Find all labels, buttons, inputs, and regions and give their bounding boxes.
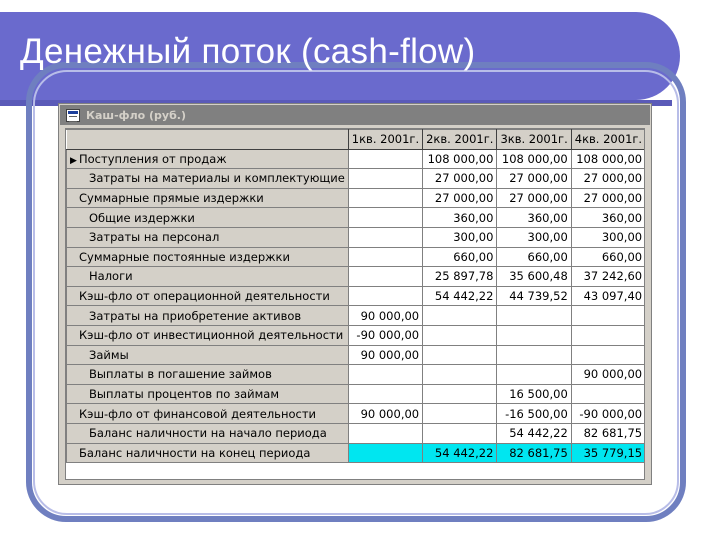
- value-cell[interactable]: [348, 247, 422, 267]
- value-cell[interactable]: 90 000,00: [571, 365, 645, 385]
- row-label: Поступления от продаж: [79, 151, 227, 166]
- table-row[interactable]: [67, 306, 646, 326]
- table-row[interactable]: [67, 325, 646, 345]
- value-cell[interactable]: 44 739,52: [497, 286, 571, 306]
- value-cell[interactable]: 660,00: [571, 247, 645, 267]
- row-label-cell[interactable]: [67, 384, 349, 404]
- row-label-cell[interactable]: [67, 365, 349, 385]
- value-cell[interactable]: [348, 267, 422, 287]
- cashflow-grid: [65, 128, 645, 480]
- value-cell[interactable]: [497, 345, 571, 365]
- table-row[interactable]: [67, 286, 646, 306]
- value-cell[interactable]: 27 000,00: [423, 169, 497, 189]
- table-row[interactable]: [67, 423, 646, 443]
- window-titlebar[interactable]: [60, 105, 650, 125]
- table-row[interactable]: [67, 443, 646, 463]
- value-cell[interactable]: 27 000,00: [423, 188, 497, 208]
- value-cell[interactable]: [348, 443, 422, 463]
- value-cell[interactable]: [571, 345, 645, 365]
- row-label-cell[interactable]: [67, 286, 349, 306]
- value-cell[interactable]: [348, 169, 422, 189]
- value-cell[interactable]: 27 000,00: [497, 169, 571, 189]
- row-label-cell[interactable]: [67, 345, 349, 365]
- header-row: [67, 130, 646, 150]
- table-row[interactable]: [67, 267, 646, 287]
- table-row[interactable]: [67, 365, 646, 385]
- value-cell[interactable]: [571, 384, 645, 404]
- value-cell[interactable]: 360,00: [497, 208, 571, 228]
- row-label-cell[interactable]: [67, 306, 349, 326]
- row-label: Суммарные прямые издержки: [79, 191, 264, 206]
- row-label-cell[interactable]: [67, 149, 349, 169]
- value-cell[interactable]: [348, 227, 422, 247]
- row-label: Затраты на материалы и комплектующие: [89, 171, 345, 186]
- value-cell[interactable]: 82 681,75: [497, 443, 571, 463]
- slide-title: Денежный поток (cash-flow): [20, 32, 476, 71]
- value-cell[interactable]: [423, 384, 497, 404]
- row-label: Общие издержки: [89, 210, 195, 225]
- row-label-cell[interactable]: [67, 267, 349, 287]
- value-cell[interactable]: 300,00: [423, 227, 497, 247]
- row-label: Выплаты процентов по займам: [89, 387, 280, 402]
- value-cell[interactable]: 43 097,40: [571, 286, 645, 306]
- value-cell[interactable]: 660,00: [497, 247, 571, 267]
- row-label: Выплаты в погашение займов: [89, 367, 272, 382]
- table-row[interactable]: [67, 345, 646, 365]
- value-cell[interactable]: [348, 286, 422, 306]
- value-cell[interactable]: [497, 306, 571, 326]
- table-row[interactable]: [67, 149, 646, 169]
- value-cell[interactable]: [423, 365, 497, 385]
- value-cell[interactable]: 360,00: [423, 208, 497, 228]
- row-label: Затраты на персонал: [89, 230, 220, 245]
- value-cell[interactable]: 90 000,00: [348, 404, 422, 424]
- table-row[interactable]: [67, 208, 646, 228]
- row-label-cell[interactable]: [67, 169, 349, 189]
- row-label-cell[interactable]: [67, 404, 349, 424]
- value-cell[interactable]: 27 000,00: [497, 188, 571, 208]
- value-cell[interactable]: [348, 188, 422, 208]
- value-cell[interactable]: [423, 325, 497, 345]
- value-cell[interactable]: -90 000,00: [571, 404, 645, 424]
- table-row[interactable]: [67, 188, 646, 208]
- value-cell[interactable]: [423, 423, 497, 443]
- row-label: Кэш-фло от инвестиционной деятельности: [79, 328, 344, 343]
- table-row[interactable]: [67, 404, 646, 424]
- row-label-cell[interactable]: [67, 325, 349, 345]
- value-cell[interactable]: 82 681,75: [571, 423, 645, 443]
- row-label-cell[interactable]: [67, 188, 349, 208]
- column-header[interactable]: 3кв. 2001г.: [497, 130, 571, 150]
- value-cell[interactable]: -90 000,00: [348, 325, 422, 345]
- value-cell[interactable]: 54 442,22: [497, 423, 571, 443]
- value-cell[interactable]: [571, 325, 645, 345]
- value-cell[interactable]: [348, 208, 422, 228]
- row-label: Затраты на приобретение активов: [89, 308, 302, 323]
- window-title: Каш-фло (руб.): [86, 108, 186, 122]
- cashflow-window: [58, 103, 652, 485]
- corner-cell: [67, 130, 349, 150]
- row-label: Суммарные постоянные издержки: [79, 249, 290, 264]
- value-cell[interactable]: 90 000,00: [348, 345, 422, 365]
- value-cell[interactable]: 90 000,00: [348, 306, 422, 326]
- value-cell[interactable]: 108 000,00: [571, 149, 645, 169]
- value-cell[interactable]: [423, 345, 497, 365]
- value-cell[interactable]: 25 897,78: [423, 267, 497, 287]
- value-cell[interactable]: [348, 423, 422, 443]
- value-cell[interactable]: 660,00: [423, 247, 497, 267]
- value-cell[interactable]: [423, 404, 497, 424]
- value-cell[interactable]: 300,00: [571, 227, 645, 247]
- column-header[interactable]: 2кв. 2001г.: [423, 130, 497, 150]
- table-window-icon: [66, 109, 80, 122]
- table-row[interactable]: [67, 384, 646, 404]
- value-cell[interactable]: 37 242,60: [571, 267, 645, 287]
- value-cell[interactable]: 35 600,48: [497, 267, 571, 287]
- value-cell[interactable]: [348, 365, 422, 385]
- row-label: Кэш-фло от операционной деятельности: [79, 289, 330, 304]
- column-header[interactable]: 1кв. 2001г.: [348, 130, 422, 150]
- table-row[interactable]: [67, 247, 646, 267]
- value-cell[interactable]: 108 000,00: [497, 149, 571, 169]
- value-cell[interactable]: 108 000,00: [423, 149, 497, 169]
- value-cell[interactable]: [571, 306, 645, 326]
- value-cell[interactable]: [497, 365, 571, 385]
- value-cell[interactable]: 27 000,00: [571, 169, 645, 189]
- row-label-cell[interactable]: [67, 247, 349, 267]
- value-cell[interactable]: [348, 149, 422, 169]
- value-cell[interactable]: [348, 384, 422, 404]
- row-label: Баланс наличности на конец периода: [79, 445, 311, 460]
- row-label: Баланс наличности на начало периода: [89, 426, 327, 441]
- row-label: Кэш-фло от финансовой деятельности: [79, 406, 317, 421]
- table-row[interactable]: [67, 169, 646, 189]
- current-row-pointer-icon: ▶: [70, 155, 77, 166]
- value-cell[interactable]: 54 442,22: [423, 286, 497, 306]
- row-label: Займы: [89, 347, 129, 362]
- value-cell[interactable]: 300,00: [497, 227, 571, 247]
- cashflow-table: [66, 129, 645, 463]
- value-cell[interactable]: 360,00: [571, 208, 645, 228]
- row-label-cell[interactable]: [67, 443, 349, 463]
- value-cell[interactable]: [497, 325, 571, 345]
- column-header[interactable]: 4кв. 2001г.: [571, 130, 645, 150]
- value-cell[interactable]: 27 000,00: [571, 188, 645, 208]
- value-cell[interactable]: 54 442,22: [423, 443, 497, 463]
- value-cell[interactable]: 35 779,15: [571, 443, 645, 463]
- row-label-cell[interactable]: [67, 423, 349, 443]
- table-row[interactable]: [67, 227, 646, 247]
- value-cell[interactable]: 16 500,00: [497, 384, 571, 404]
- row-label-cell[interactable]: [67, 227, 349, 247]
- value-cell[interactable]: -16 500,00: [497, 404, 571, 424]
- row-label: Налоги: [89, 269, 133, 284]
- value-cell[interactable]: [423, 306, 497, 326]
- row-label-cell[interactable]: [67, 208, 349, 228]
